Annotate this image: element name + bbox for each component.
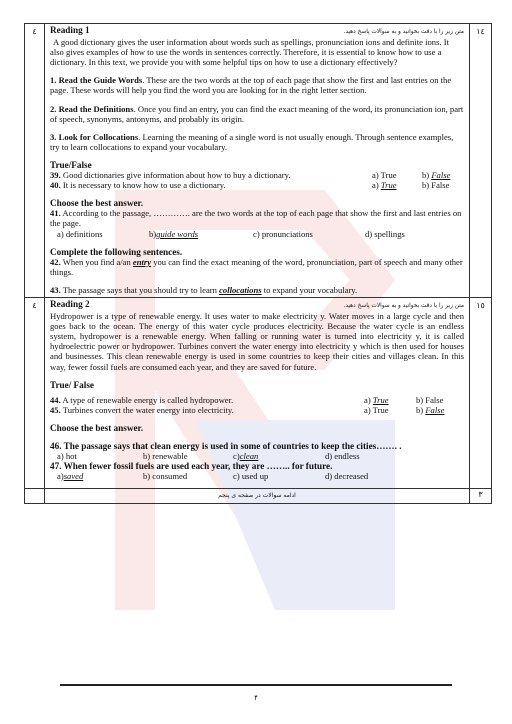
reading-1-instruction: متن زیر را با دقت بخوانید و به سوالات پاسخ دهید. (343, 29, 464, 35)
score-cell: ٤ (25, 24, 45, 297)
reading-1-content (45, 24, 469, 297)
question-46: 46. The passage says that clean energy is used in some of countries to keep the cities……. . (50, 441, 402, 451)
tip-3: 3. Look for Collocations. Learning the meaning of a single word is not usually enough. Through sentence examples, try to learn collocations to expand your vocabulary. (50, 131, 454, 152)
question-40: 40. It is necessary to know how to use a dictionary. a) True b) False (50, 180, 450, 191)
reading-2-instruction: متن زیر را با دقت بخوانید و به سوالات پاسخ دهید. (343, 302, 464, 309)
reading-2-passage: Hydropower is a type of renewable energy. It uses water to make electricity y. Water moves in a large cycle and then goes back to the ocean. The energy of this water cycle produces electricity. Because the water cycle is an endless system, hydropower is a renewable energy. When falling or running water is turned into electricity y, it is called hydroelectric power or hydropower. Turbines convert the water energy into electricity y which is then used for houses and businesses. This clean renewable energy is used in some countries to keep their cities and villages clean. In this way, fewer fossil fuels are consumed each year, and they are saved for future. (50, 311, 464, 372)
question-number-cell: ١٤ (469, 24, 491, 297)
question-41-options: a) definitions b)guide words c) pronunciations d) spellings (57, 228, 405, 239)
score-cell: ٤ (25, 298, 45, 488)
continuation-row (25, 489, 491, 503)
question-47-options: a)saved b) consumed c) used up d) decreased (57, 471, 369, 482)
choose-best-heading: Choose the best answer. (50, 422, 144, 433)
exam-sheet (24, 23, 492, 504)
tip-1: 1. Read the Guide Words. These are the two words at the top of each page that show the first and last entries on the page. These words will help you find the word you are looking for in the right letter section. (50, 75, 452, 96)
reading-1-intro: A good dictionary gives the user information about words such as spellings, pronunciation ions and definite ions. It also gives examples of how to use the words in sentences correctly. Therefore, it is essential to know how to use a dictionary. In this text, we provide you with some helpful tips on how to use a dictionary effectively? (50, 37, 449, 68)
footer-number-cell: ٣ (469, 489, 491, 503)
tip-2: 2. Read the Definitions. Once you find an entry, you can find the exact meaning of the word, its pronunciation ion, part of speech, synonyms, antonyms, and probably its origin. (50, 103, 464, 124)
true-false-heading: True/False (50, 159, 92, 170)
page-divider (60, 684, 452, 686)
reading-1-title: Reading 1 (50, 25, 90, 35)
continuation-note: ادامه سوالات در صفحه ی پنجم (218, 492, 296, 500)
question-45: 45. Turbines convert the water energy into electricity. a) True b) False (50, 404, 445, 415)
true-false-heading: True/ False (50, 379, 94, 390)
reading-2-section (25, 298, 491, 489)
reading-2-content (45, 298, 469, 488)
question-42: 42. When you find a/an entry you can find the exact meaning of the word, pronunciation, part of speech and many other things. (50, 256, 463, 277)
question-47: 47. When fewer fossil fuels are used each year, they are …….. for future. (50, 461, 333, 472)
question-44: 44. A type of renewable energy is called hydropower. a) True b) False (50, 394, 444, 405)
page-number: ۴ (254, 694, 258, 702)
question-41: 41. According to the passage, …………. are the two words at the top of each page that show the first and last entries on the page. (50, 208, 462, 229)
choose-best-heading: Choose the best answer. (50, 198, 144, 209)
complete-sentences-heading: Complete the following sentences. (50, 246, 183, 257)
question-46-options: a) hot b) renewable c)clean d) endless (57, 451, 360, 462)
reading-1-section (25, 24, 491, 298)
question-39: 39. Good dictionaries give information about how to buy a dictionary. a) True b) False (50, 170, 451, 181)
question-number-cell: ١٥ (469, 298, 491, 488)
question-43: 43. The passage says that you should try to learn collocations to expand your vocabulary. (50, 284, 358, 295)
reading-2-title: Reading 2 (50, 298, 90, 309)
